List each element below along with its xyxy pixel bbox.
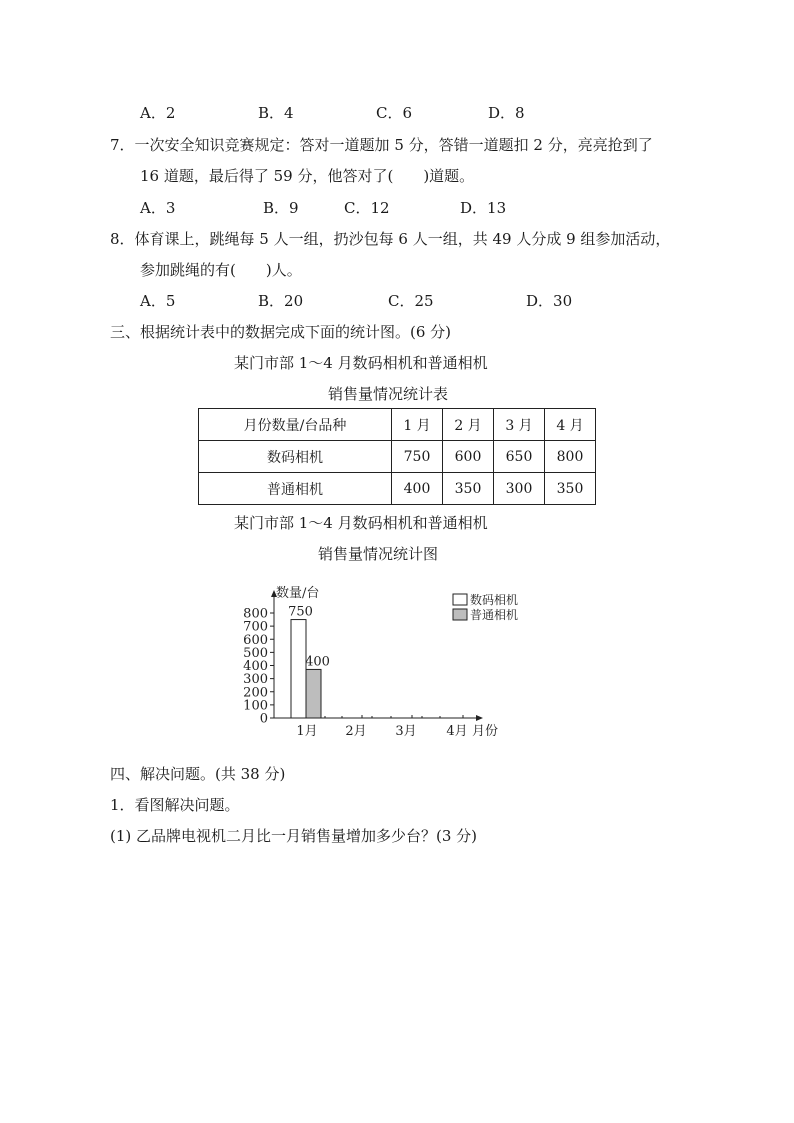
x-axis-label: 月份 (472, 724, 499, 739)
table-cell: 750 (392, 441, 443, 473)
table-cell: 600 (443, 441, 494, 473)
y-tick-label: 300 (243, 672, 268, 688)
bar-data-label: 400 (305, 654, 330, 670)
table-header-month4: 4 月 (545, 409, 596, 441)
q6-option-a: A．2 (140, 104, 176, 122)
legend-swatch (453, 609, 467, 620)
y-tick-label: 600 (243, 632, 268, 648)
section4-question1: 1．看图解决问题。 (110, 796, 240, 814)
x-tick-label: 1月 (296, 724, 318, 739)
q7-option-b: B．9 (263, 199, 299, 217)
q7-text-line2: 16 道题，最后得了 59 分，他答对了( )道题。 (140, 167, 475, 185)
chart-title-line2: 销售量情况统计图 (318, 545, 439, 563)
table-header-month1: 1 月 (392, 409, 443, 441)
x-tick-label: 4月 (446, 724, 468, 739)
q6-option-b: B．4 (258, 104, 294, 122)
q6-option-d: D．8 (488, 104, 525, 122)
bar (306, 669, 321, 718)
legend-swatch (453, 594, 467, 605)
table-cell: 300 (494, 473, 545, 505)
q7-option-c: C．12 (344, 199, 390, 217)
q7-text-line1: 7．一次安全知识竞赛规定：答对一道题加 5 分，答错一道题扣 2 分，亮亮抢到了 (110, 136, 653, 154)
x-tick-label: 3月 (395, 724, 417, 739)
table-cell: 650 (494, 441, 545, 473)
y-tick-label: 500 (243, 645, 268, 661)
q8-option-c: C．25 (388, 292, 434, 310)
q8-option-b: B．20 (258, 292, 304, 310)
section4-heading: 四、解决问题。(共 38 分) (110, 765, 286, 783)
y-axis-label: 数量/台 (276, 586, 320, 601)
table-header-corner: 月份数量/台品种 (199, 409, 392, 441)
y-tick-label: 200 (243, 685, 268, 701)
table-header-month3: 3 月 (494, 409, 545, 441)
table-cell-product: 数码相机 (199, 441, 392, 473)
table-cell: 800 (545, 441, 596, 473)
section3-heading: 三、根据统计表中的数据完成下面的统计图。(6 分) (110, 323, 452, 341)
section4-question1-part1: (1) 乙品牌电视机二月比一月销售量增加多少台？(3 分) (110, 827, 478, 845)
bar (291, 620, 306, 718)
x-axis-arrow (476, 715, 483, 721)
q8-text-line1: 8．体育课上，跳绳每 5 人一组，扔沙包每 6 人一组，共 49 人分成 9 组参加活动， (110, 230, 671, 248)
q7-option-a: A．3 (140, 199, 176, 217)
table-title-line2: 销售量情况统计表 (328, 385, 449, 403)
y-tick-label: 400 (243, 659, 268, 674)
bar-data-label: 750 (288, 604, 313, 620)
table-cell-product: 普通相机 (199, 473, 392, 505)
y-tick-label: 100 (243, 698, 268, 714)
q8-option-d: D．30 (526, 292, 573, 310)
table-cell: 350 (545, 473, 596, 505)
x-tick-label: 2月 (345, 724, 367, 739)
legend-label: 普通相机 (470, 608, 519, 622)
legend-label: 数码相机 (470, 593, 519, 607)
chart-title-line1: 某门市部 1～4 月数码相机和普通相机 (234, 514, 488, 532)
q8-text-line2: 参加跳绳的有( )人。 (140, 261, 302, 279)
y-tick-label: 0 (259, 711, 268, 727)
q7-option-d: D．13 (460, 199, 507, 217)
table-header-month2: 2 月 (443, 409, 494, 441)
table-cell: 400 (392, 473, 443, 505)
table-cell: 350 (443, 473, 494, 505)
table-title-line1: 某门市部 1～4 月数码相机和普通相机 (234, 354, 488, 372)
q8-option-a: A．5 (140, 292, 176, 310)
y-tick-label: 700 (243, 619, 268, 635)
q6-option-c: C．6 (376, 104, 413, 122)
y-tick-label: 800 (243, 606, 268, 622)
